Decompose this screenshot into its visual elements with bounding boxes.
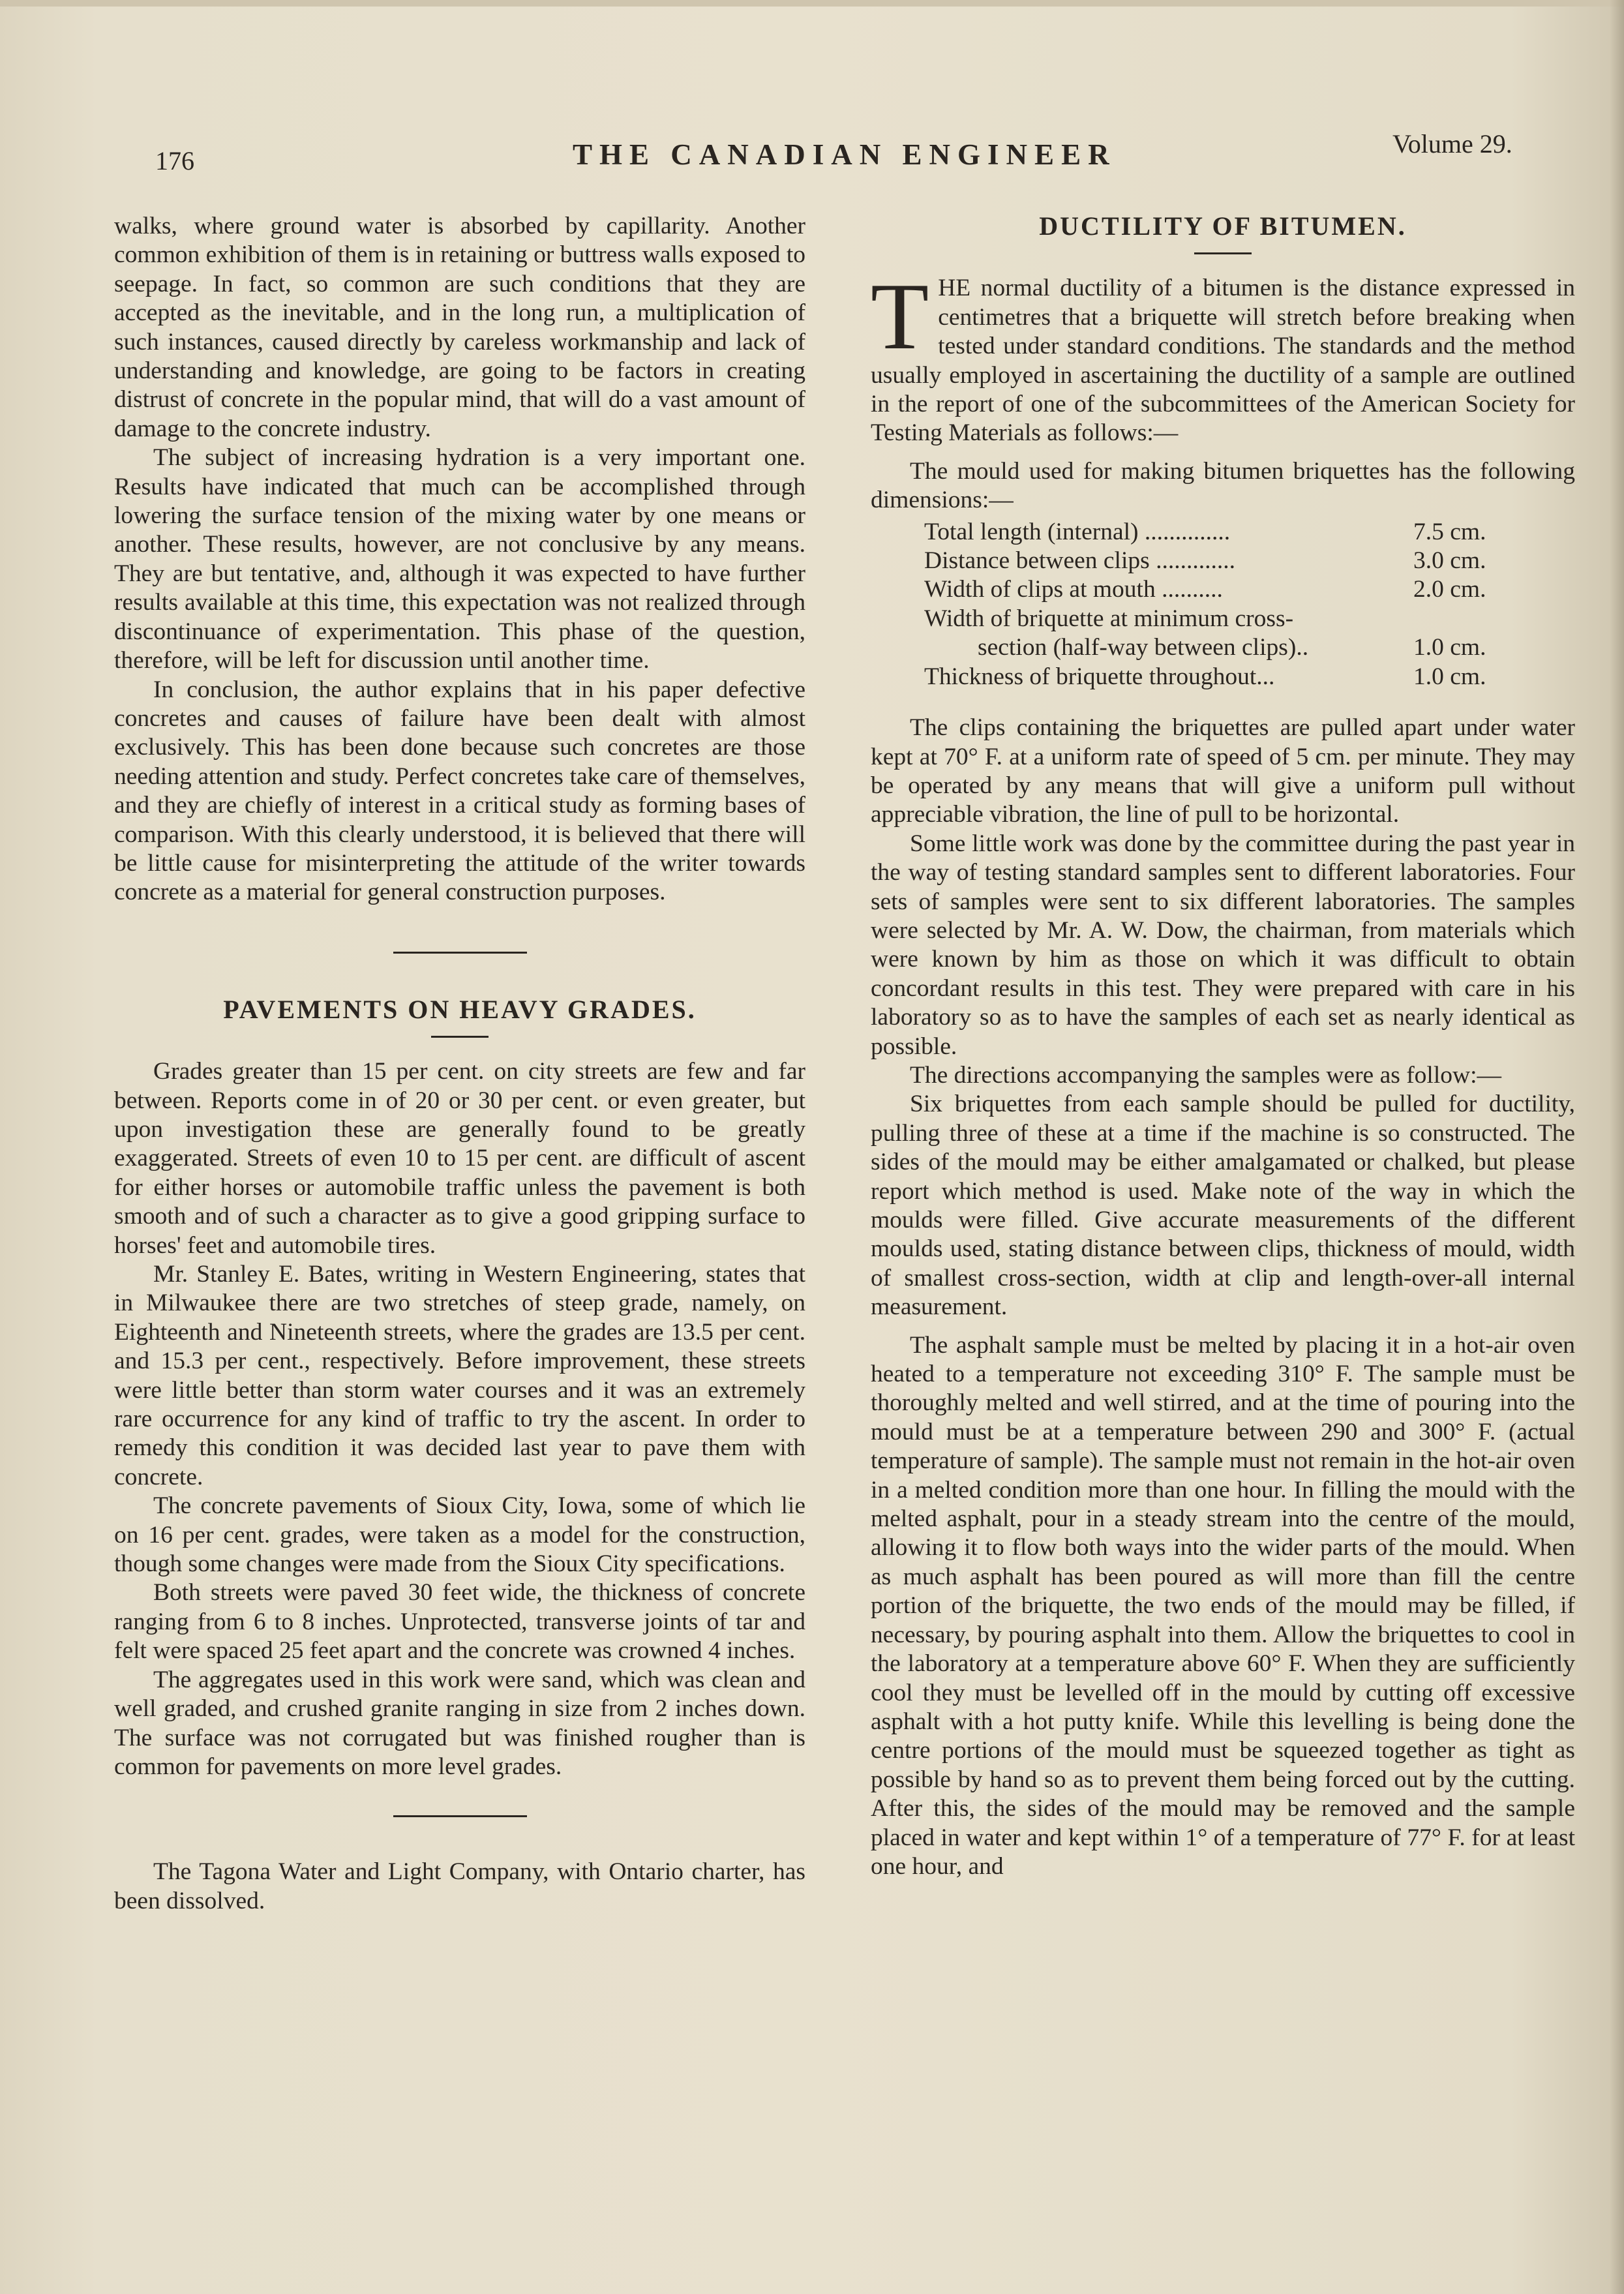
dimension-row [924, 663, 1511, 691]
page-top-edge [0, 0, 1624, 7]
pavements-heading: PAVEMENTS ON HEAVY GRADES. [223, 994, 697, 1024]
dimension-label: section (half-way between clips).. [978, 634, 1309, 661]
right-column [871, 212, 1575, 1881]
paragraph-streets: Both streets were paved 30 feet wide, the thickness of concrete ranging from 6 to 8 inches. Unprotected, transverse joints of tar and felt were spaced 25 feet apart and the concrete was crowned 4 inches. [114, 1579, 805, 1665]
running-header [0, 127, 1624, 179]
dimension-value: 7.5 cm. [1413, 518, 1486, 545]
paragraph-conclusion: In conclusion, the author explains that in his paper defective concretes and causes of failure have been dealt with almost exclusively. This has been done because such concretes are those needing attention and study. Perfect concretes take care of themselves, and they are chiefly of interest in a critical study as forming bases of comparison. With this clearly understood, it is believed that there will be little cause for misinterpreting the attitude of the writer towards concrete as a material for general construction purposes. [114, 676, 805, 906]
paragraph-hydration: The subject of increasing hydration is a very important one. Results have indicated that much can be accomplished through lowering the surface tension of the mixing water by one means or another. These results, however, are not conclusive by any means. They are but tentative, and, although it was expected to have further results available at this time, this expectation was not realized through discontinuance of experimentation. This phase of the question, therefore, will be left for discussion until another time. [114, 444, 805, 674]
section-separator-rule [393, 1815, 527, 1817]
heading-underline-rule [1194, 252, 1252, 254]
dimension-value: 1.0 cm. [1413, 634, 1486, 661]
dimension-value: 1.0 cm. [1413, 663, 1486, 690]
dimension-row [924, 633, 1511, 662]
volume-label: Volume 29. [1392, 129, 1512, 158]
left-column [114, 212, 805, 1916]
dimension-label: Distance between clips ............. [924, 547, 1235, 575]
paragraph-tagona-notice: The Tagona Water and Light Company, with Ontario charter, has been dissolved. [114, 1858, 805, 1914]
paragraph-intro: HE normal ductility of a bitumen is the distance expressed in centimetres that a briquette will stretch before breaking when tested under standard conditions. The standards and the method usually employed in ascertaining the ductility of a sample are outlined in the report of one of the subcommittees of the American Society for Testing Materials as follows:— [871, 275, 1575, 447]
paragraph-directions: The directions accompanying the samples were as follow:— [910, 1061, 1502, 1089]
ductility-heading: DUCTILITY OF BITUMEN. [1039, 211, 1407, 241]
intro-block [871, 264, 1575, 447]
dimension-row [924, 605, 1511, 633]
dimension-row [924, 518, 1511, 547]
paragraph-clips: The clips containing the briquettes are pulled apart under water kept at 70° F. at a uniform rate of speed of 5 cm. per minute. They may be operated by any means that will give a uniform pull without appreciable vibration, the line of pull to be horizontal. [871, 714, 1575, 828]
dimension-value [1413, 605, 1511, 633]
paragraph-bates: Mr. Stanley E. Bates, writing in Western Engineering, states that in Milwaukee there are two stretches of steep grade, namely, on Eighteenth and Nineteenth streets, where the grades are 13.5 per cent. and 15.3 per cent., respectively. Before improvement, these streets were little better than storm water courses and it was an extremely rare occurrence for any kind of traffic to try the ascent. In order to remedy this condition it was decided last year to pave them with concrete. [114, 1261, 805, 1490]
page-number: 176 [155, 146, 194, 175]
paragraph-sioux-city: The concrete pavements of Sioux City, Iowa, some of which lie on 16 per cent. grades, were taken as a model for the construction, though some changes were made from the Sioux City specifications. [114, 1492, 805, 1578]
paragraph-asphalt: The asphalt sample must be melted by placing it in a hot-air oven heated to a temperature not exceeding 310° F. The sample must be thoroughly melted and well stirred, and at the time of pouring into the mould must be at a temperature between 290 and 300° F. (actual temperature of sample). The sample must not remain in the hot-air oven in a melted condition more than one hour. In filling the mould with the melted asphalt, pour in a steady stream into the centre of the mould, allowing it to flow both ways into the wider parts of the mould. When as much asphalt has been poured as will more than fill the centre portion of the briquette, the two ends of the mould may be filled, if necessary, by pouring asphalt into them. Allow the briquettes to cool in the laboratory at a temperature above 60° F. When they are sufficiently cool they must be levelled off in the mould by cutting off excessive asphalt with a hot putty knife. While this levelling is being done the centre portions of the mould must be squeezed together as tight as possible by hand so as to prevent them being forced out by the cutting. After this, the sides of the mould may be removed and the sample placed in water and kept within 1° of a temperature of 77° F. for at least one hour, and [871, 1331, 1575, 1880]
drop-cap-letter: T [871, 264, 929, 370]
dimension-label: Total length (internal) .............. [924, 518, 1231, 545]
paragraph-committee: Some little work was done by the committee during the past year in the way of testing standard samples sent to different laboratories. Four sets of samples were sent to six different laboratories. The samples were selected by Mr. A. W. Dow, the chairman, from materials which were known by him as those on which it was difficult to obtain concordant results in this test. They were prepared with care in his laboratory so as to have the samples of each set as nearly identical as possible. [871, 830, 1575, 1060]
paragraph-six-briquettes: Six briquettes from each sample should be pulled for ductility, pulling three of these at a time if the machine is so constructed. The sides of the mould may be either amalgamated or chalked, but please report which method is used. Make note of the way in which the moulds were filled. Give accurate measurements of the different moulds used, stating distance between clips, thickness of mould, width of smallest cross-section, width at clip and length-over-all internal measurement. [871, 1091, 1575, 1321]
paragraph-aggregates: The aggregates used in this work were sand, which was clean and well graded, and crushed granite ranging in size from 2 inches down. The surface was not corrugated but was finished rougher than is common for pavements on more level grades. [114, 1666, 805, 1780]
dimension-row [924, 575, 1511, 604]
dimension-row [924, 547, 1511, 575]
journal-title: THE CANADIAN ENGINEER [573, 138, 1117, 171]
section-separator-rule [393, 952, 527, 954]
dimension-label: Thickness of briquette throughout... [924, 663, 1275, 690]
paragraph-walks: walks, where ground water is absorbed by capillarity. Another common exhibition of them is in retaining or buttress walls exposed to seepage. In fact, so common are such conditions that they are accepted as the inevitable, and in the long run, a multiplication of such instances, caused directly by careless workmanship and lack of understanding and knowledge, are going to be factors in creating distrust of concrete in the popular mind, that will do a vast amount of damage to the concrete industry. [114, 213, 805, 442]
dimensions-table [924, 518, 1511, 691]
dimension-label: Width of clips at mouth .......... [924, 576, 1223, 603]
paragraph-grades: Grades greater than 15 per cent. on city streets are few and far between. Reports come in of 20 or 30 per cent. or even greater, but upon investigation these are generally found to be greatly exaggerated. Streets of even 10 to 15 per cent. are difficult of ascent for either horses or automobile traffic unless the pavement is both smooth and of such a character as to give a good gripping surface to horses' feet and automobile tires. [114, 1058, 805, 1259]
paragraph-mould: The mould used for making bitumen briquettes has the following dimensions:— [871, 457, 1575, 514]
heading-underline-rule [431, 1036, 489, 1038]
dimension-value: 3.0 cm. [1413, 547, 1486, 575]
page-right-edge-shadow [1610, 0, 1624, 2294]
dimension-label: Width of briquette at minimum cross- [924, 605, 1294, 632]
dimension-value: 2.0 cm. [1413, 576, 1486, 603]
